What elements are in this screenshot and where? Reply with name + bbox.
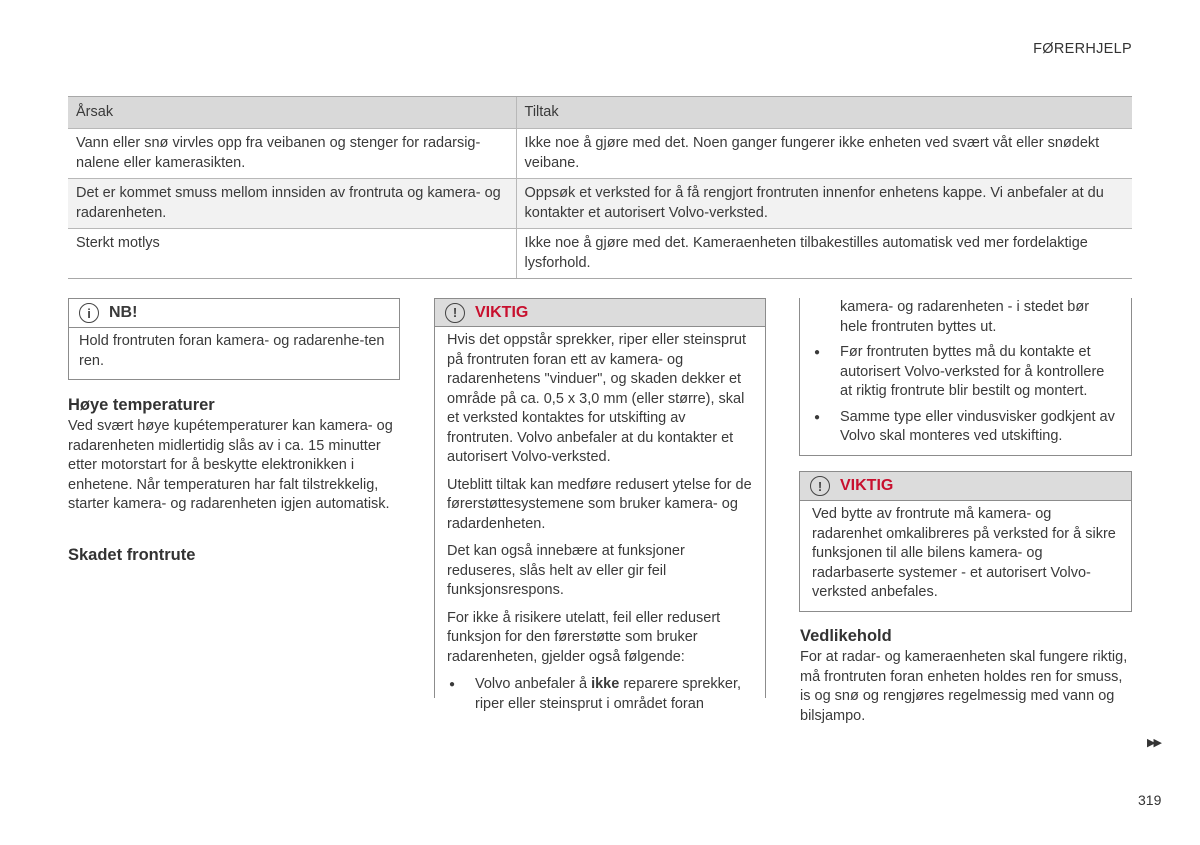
warning-label: VIKTIG	[475, 303, 529, 321]
warning-paragraph: Hvis det oppstår sprekker, riper eller steinsprut på frontruten foran ett av kamera- og radarenhetens "vinduer", og skaden dekker et område på ca. 0,5 x 3,0 mm (eller større), skal et verksted kontaktes for utskifting av frontruten. Volvo anbefaler at du kontakter et autorisert Volvo-verksted.	[447, 332, 746, 465]
warning-paragraph: Det kan også innebære at funksjoner reduseres, slås helt av eller gir feil funksjonsrespons.	[447, 543, 685, 598]
warning-paragraph: For ikke å risikere utelatt, feil eller redusert funksjon for den førerstøtte som bruker radarenheten, gjelder også følgende:	[447, 609, 721, 665]
table-row	[68, 129, 1132, 179]
high-temperatures-text: Ved svært høye kupétemperaturer kan kamera- og radarenheten midlertidig slås av i ca. 15 minutter etter motorstart for å beskytte elektronikken i enhetene. Når temperaturen har falt tilstrekkelig, starter kamera- og radarenheten igjen automatisk.	[68, 418, 393, 512]
cause-cell: Sterkt motlys	[68, 229, 516, 279]
cause-action-table	[68, 96, 1132, 279]
warning-header	[434, 298, 766, 327]
action-cell: Ikke noe å gjøre med det. Noen ganger fungerer ikke enheten ved svært våt eller snødekt veibane.	[516, 129, 1132, 179]
next-page-arrow-icon: ▶▶	[1147, 737, 1160, 749]
note-box	[68, 298, 400, 380]
warning-box	[799, 471, 1132, 612]
warning-paragraph: Uteblitt tiltak kan medføre redusert ytelse for de førerstøttesystemene som bruker kamera- og radardenheten.	[447, 476, 752, 532]
warning-header	[800, 472, 1131, 501]
column-header-cause: Årsak	[68, 97, 516, 129]
table-row	[68, 229, 1132, 279]
cause-cell: Vann eller snø virvles opp fra veibanen og stenger for radarsig-nalene eller kamerasikten.	[68, 129, 516, 179]
action-cell: Ikke noe å gjøre med det. Kameraenheten tilbakestilles automatisk ved mer fordelaktige lysforhold.	[516, 229, 1132, 279]
maintenance-heading: Vedlikehold	[800, 627, 892, 645]
page-number: 319	[1138, 792, 1162, 808]
action-cell: Oppsøk et verksted for å få rengjort frontruten innenfor enhetens kappe. Vi anbefaler at du kontakter et autorisert Volvo-verksted.	[516, 179, 1132, 229]
note-text: Hold frontruten foran kamera- og radarenhe-ten ren.	[79, 333, 385, 369]
exclamation-icon: !	[445, 303, 465, 323]
column-header-action: Tiltak	[516, 97, 1132, 129]
note-label: NB!	[109, 304, 138, 322]
list-item-continued: kamera- og radarenheten - i stedet bør hele frontruten byttes ut.	[840, 299, 1090, 335]
maintenance-text: For at radar- og kameraenheten skal fungere riktig, må frontruten foran enheten holdes ren for smuss, is og snø og rengjøres regelmessig med vann og bilsjampo.	[800, 649, 1128, 724]
table-row	[68, 179, 1132, 229]
warning-box-continued	[799, 298, 1132, 456]
warning-text: Ved bytte av frontrute må kamera- og radarenhet omkalibreres på verksted for å sikre funksjonen til alle bilens kamera- og radarbaserte systemer - et autorisert Volvo-verksted anbefales.	[812, 506, 1116, 600]
table-header-row	[68, 97, 1132, 129]
list-item: ● Før frontruten byttes må du kontakte et autorisert Volvo-verksted for å kontrollere at riktig frontrute blir bestilt og montert.	[812, 343, 1119, 402]
list-item: ● Volvo anbefaler å ikke reparere sprekker, riper eller steinsprut i området foran	[447, 675, 753, 714]
warning-body	[434, 327, 766, 712]
damaged-windshield-heading: Skadet frontrute	[68, 546, 196, 564]
cause-cell: Det er kommet smuss mellom innsiden av frontruta og kamera- og radarenheten.	[68, 179, 516, 229]
emphasis-text: ikke	[591, 676, 620, 692]
info-icon: i	[79, 303, 99, 323]
list-item: ● Samme type eller vindusvisker godkjent av Volvo skal monteres ved utskifting.	[812, 408, 1119, 447]
warning-label: VIKTIG	[840, 477, 894, 495]
high-temperatures-heading: Høye temperaturer	[68, 396, 215, 414]
warning-box	[434, 298, 766, 712]
section-header: FØRERHJELP	[1033, 41, 1132, 57]
exclamation-icon: !	[810, 476, 830, 496]
note-header	[69, 299, 399, 328]
